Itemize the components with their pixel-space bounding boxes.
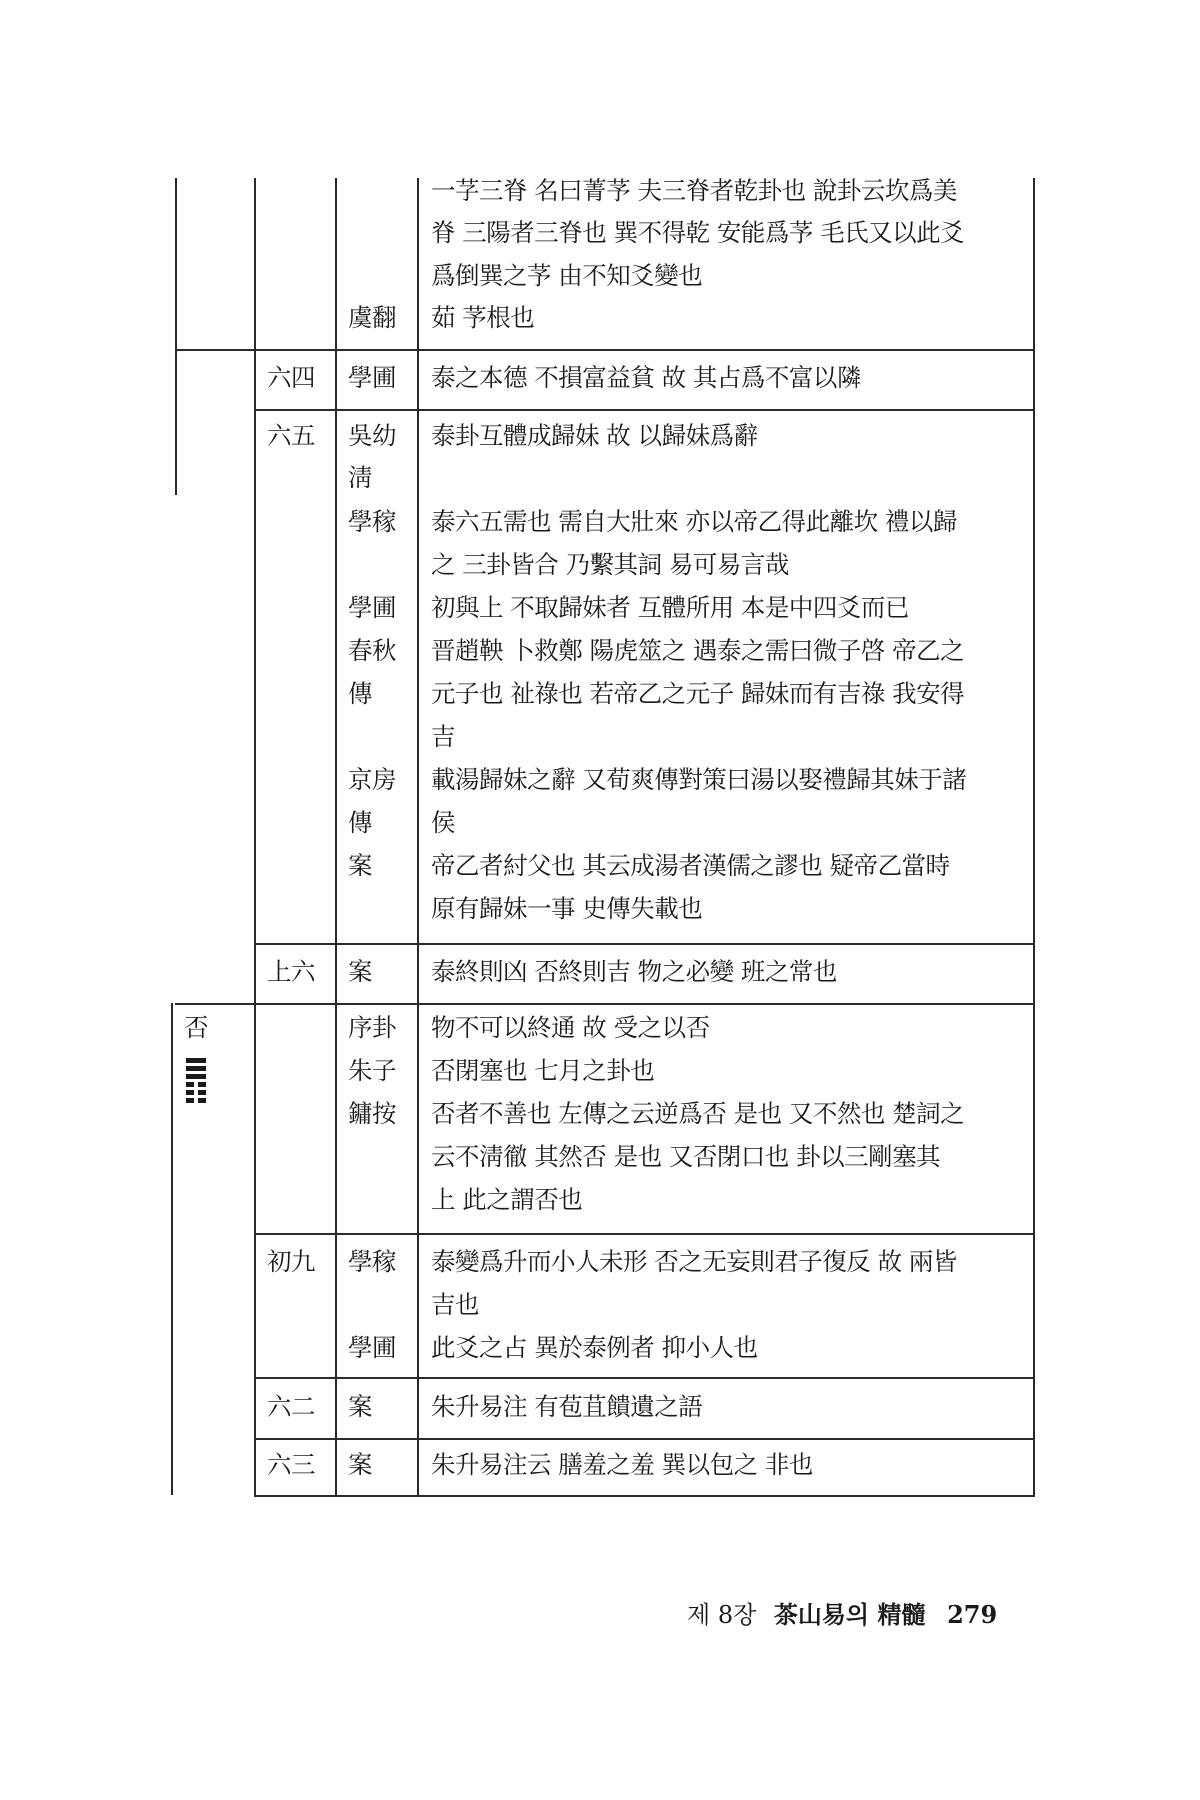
source-cell: 案 [348,1392,372,1421]
content-line: 之 三卦皆合 乃繫其詞 易可易言哉 [431,550,789,579]
line-position-cell: 六四 [267,363,315,392]
source-cell: 案 [348,957,372,986]
content-line: 泰變爲升而小人未形 否之无妄則君子復反 故 兩皆 [431,1247,957,1276]
table-right-border [1033,178,1035,1495]
line-position-cell: 六二 [267,1392,315,1421]
content-line: 泰六五需也 需自大壯來 亦以帝乙得此離坎 禮以歸 [431,507,957,536]
content-line: 原有歸妹一事 史傳失載也 [431,894,703,923]
source-cell: 吳幼 [348,421,396,450]
content-line: 脊 三陽者三脊也 巽不得乾 安能爲芧 毛氏又以此爻 [431,218,965,247]
row-divider [175,349,1035,351]
row-divider [254,1233,1035,1235]
line-position-cell: 六三 [267,1450,315,1479]
heaven-over-earth-hexagram-icon [186,1058,206,1106]
content-line: 茹 芧根也 [431,303,535,332]
content-line: 一芓三脊 名曰菁芧 夫三脊者乾卦也 說卦云坎爲美 [431,176,957,205]
col-divider [175,178,177,495]
table-bottom-border [254,1495,1035,1497]
source-cell: 春秋 [348,636,396,665]
col-divider [254,178,256,1495]
running-footer [687,1600,997,1630]
source-cell: 案 [348,851,372,880]
content-line: 吉也 [431,1290,479,1319]
row-divider [175,1003,1035,1005]
row-divider [254,943,1035,945]
hexagram-name: 否 [184,1013,208,1042]
chapter-title: 茶山易의 精髓 [773,1600,926,1629]
content-line: 否者不善也 左傳之云逆爲否 是也 又不然也 楚詞之 [431,1099,965,1128]
content-line: 泰卦互體成歸妹 故 以歸妹爲辭 [431,421,758,450]
content-line: 載湯歸妹之辭 又荀爽傳對策曰湯以娶禮歸其妹于諸 [431,765,967,794]
content-line: 物不可以終通 故 受之以否 [431,1013,710,1042]
source-cell: 朱子 [348,1056,396,1085]
content-line: 帝乙者紂父也 其云成湯者漢儒之謬也 疑帝乙當時 [431,851,950,880]
source-cell: 鏞按 [348,1099,396,1128]
content-line: 此爻之占 異於泰例者 抑小人也 [431,1333,758,1362]
content-line: 爲倒巽之芧 由不知爻變也 [431,261,703,290]
source-cell: 京房 [348,765,396,794]
source-cell: 學圃 [348,593,396,622]
content-line: 朱升易注云 膳羞之羞 巽以包之 非也 [431,1450,813,1479]
col-divider [171,1003,173,1495]
source-cell: 學圃 [348,1333,396,1362]
content-line: 泰之本德 不損富益貧 故 其占爲不富以隣 [431,363,861,392]
chapter-label: 제 8장 [687,1601,757,1629]
source-cell: 序卦 [348,1013,396,1042]
content-line: 初與上 不取歸妹者 互體所用 本是中四爻而已 [431,593,909,622]
content-line: 晋趙鞅 卜救鄭 陽虎筮之 遇泰之需曰微子啓 帝乙之 [431,636,965,665]
source-cell: 傳 [348,679,372,708]
content-line: 云不淸徹 其然否 是也 又否閉口也 卦以三剛塞其 [431,1142,941,1171]
line-position-cell: 六五 [267,421,315,450]
row-divider [254,1438,1035,1440]
content-line: 吉 [431,722,455,751]
col-divider [417,178,419,1495]
content-line: 元子也 祉祿也 若帝乙之元子 歸妹而有吉祿 我安得 [431,679,965,708]
line-position-cell: 初九 [267,1247,315,1276]
content-line: 否閉塞也 七月之卦也 [431,1056,655,1085]
content-line: 上 此之謂否也 [431,1185,583,1214]
content-line: 泰終則凶 否終則吉 物之必變 班之常也 [431,957,837,986]
col-divider [335,178,337,1495]
page-number: 279 [947,1600,998,1629]
source-cell: 案 [348,1450,372,1479]
source-cell: 淸 [348,463,372,492]
content-line: 朱升易注 有苞苴饋遺之語 [431,1392,703,1421]
row-divider [254,1377,1035,1379]
content-line: 侯 [431,808,455,837]
source-cell: 學圃 [348,363,396,392]
source-cell: 學稼 [348,1247,396,1276]
row-divider [254,409,1035,411]
source-cell: 學稼 [348,507,396,536]
source-cell: 虞翻 [348,303,396,332]
source-cell: 傳 [348,808,372,837]
line-position-cell: 上六 [267,957,315,986]
